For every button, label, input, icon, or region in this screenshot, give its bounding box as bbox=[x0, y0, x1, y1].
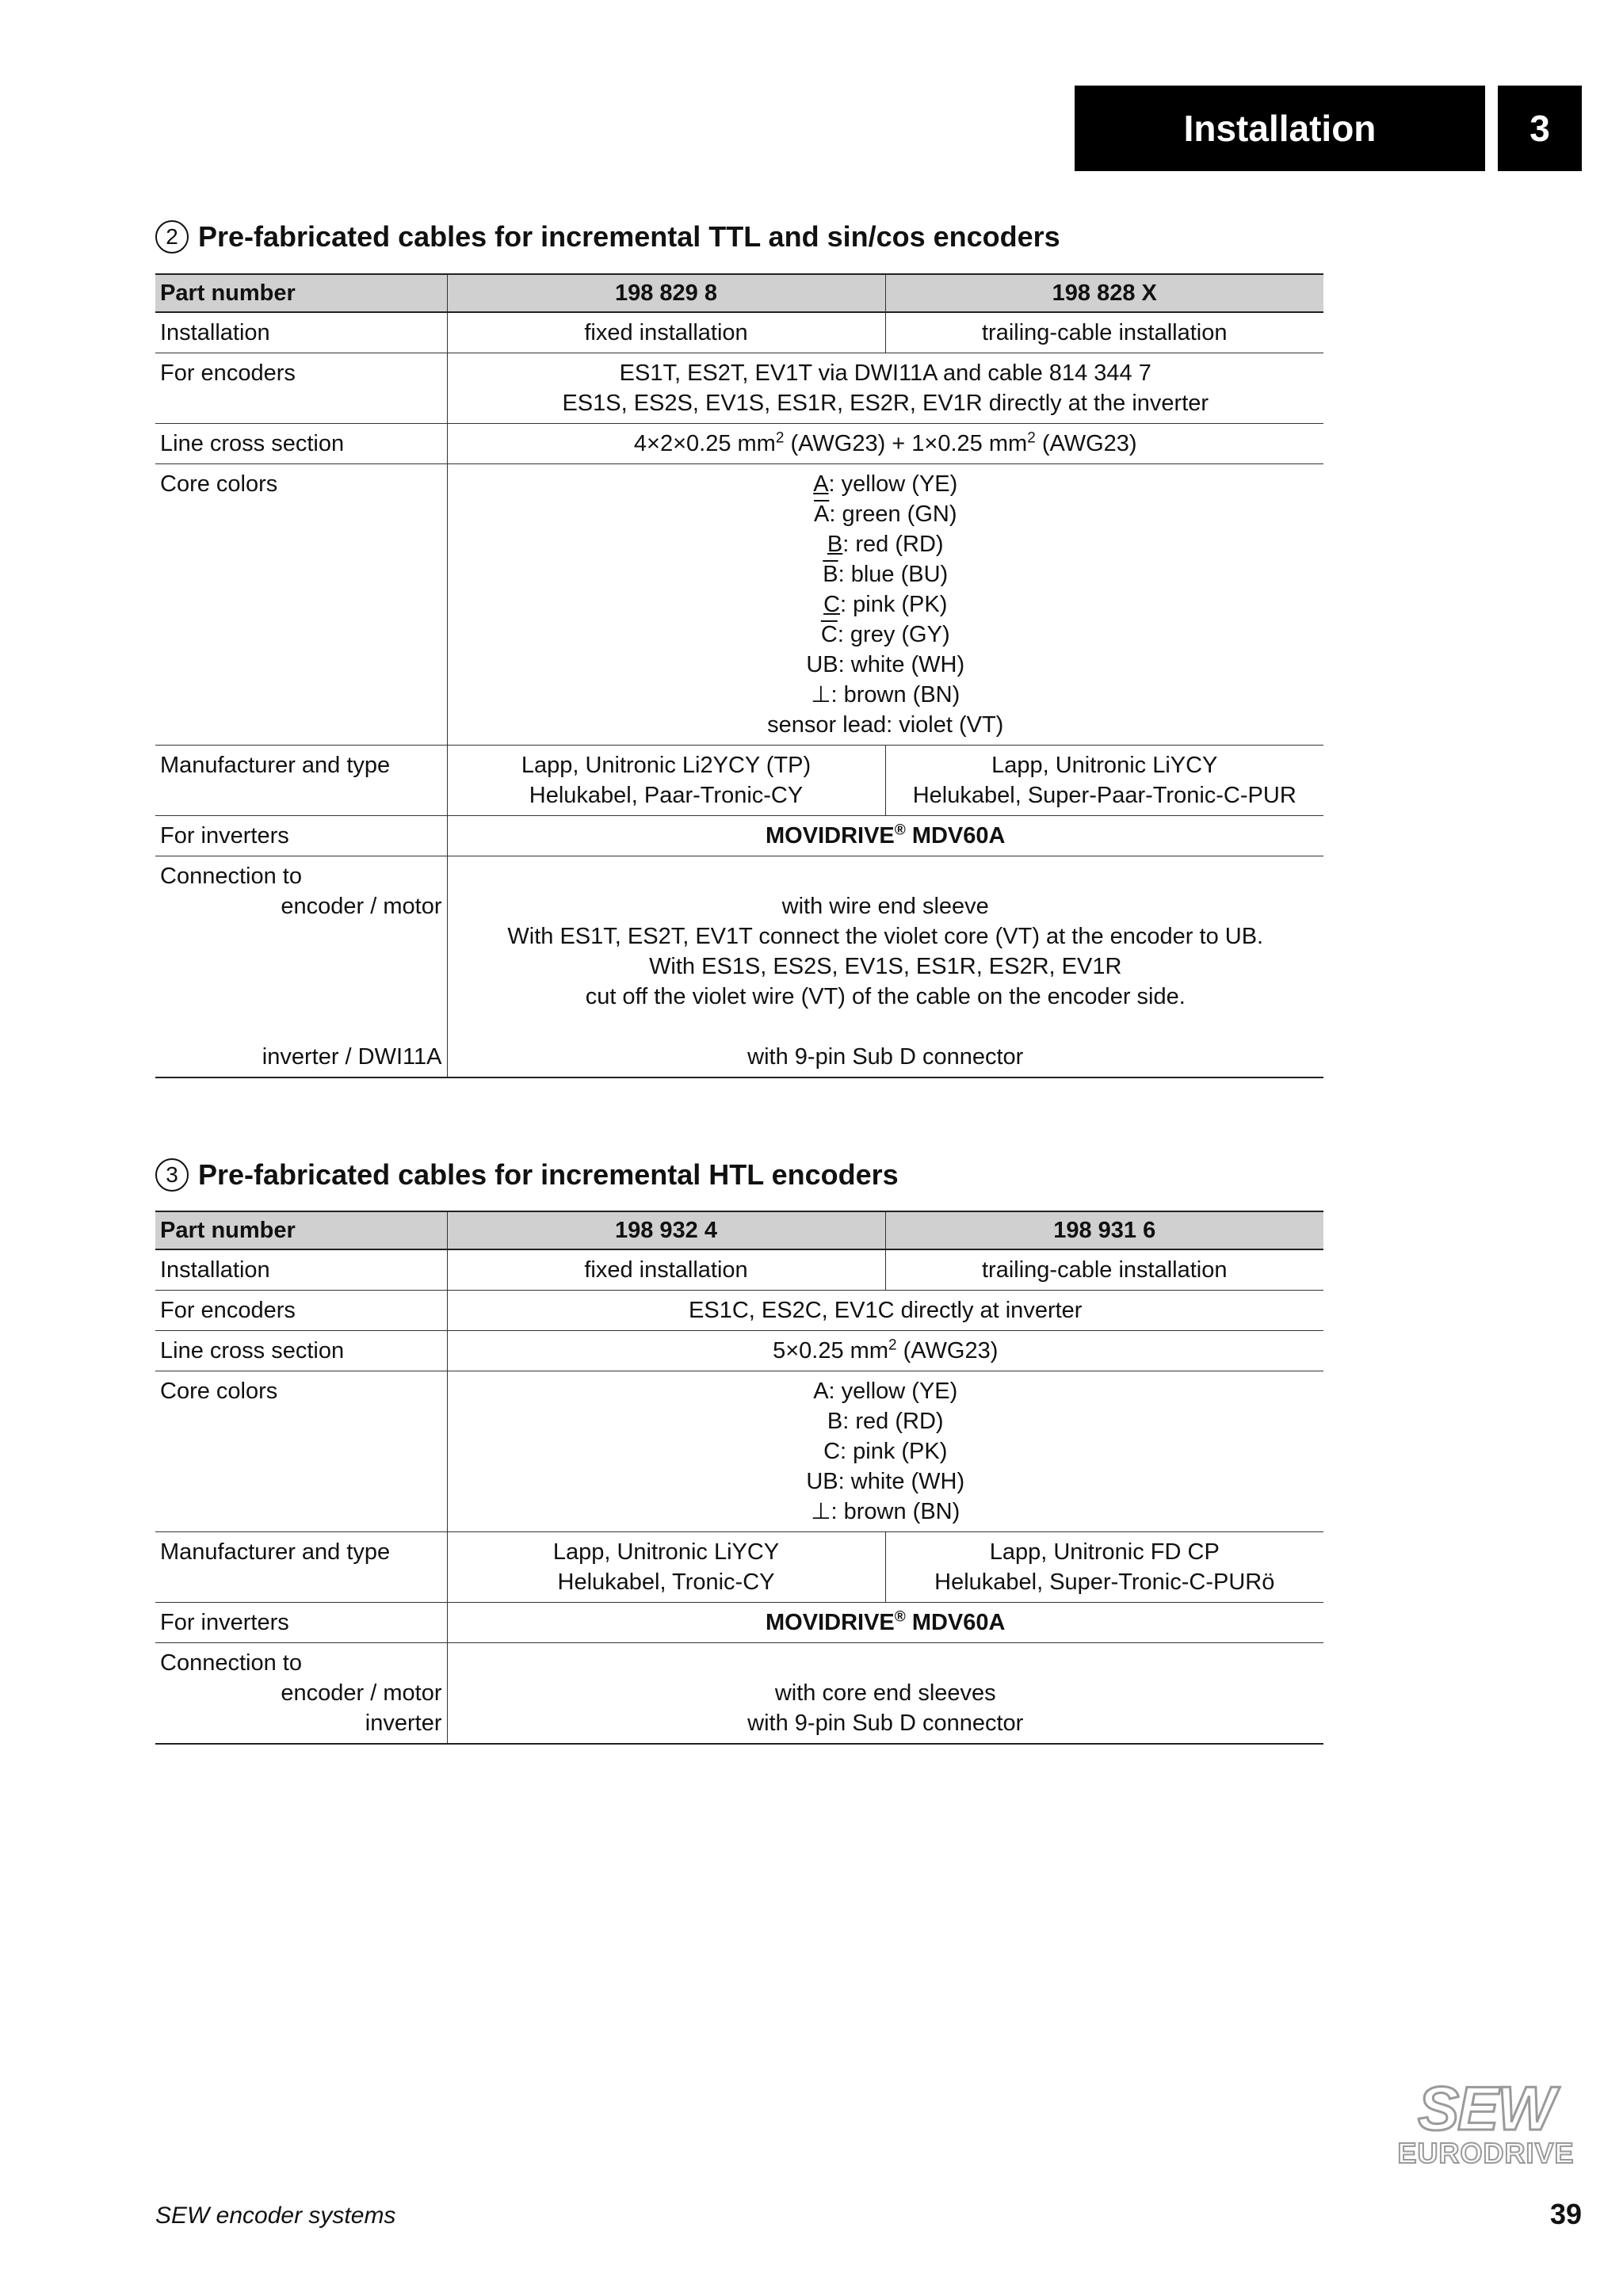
table-row bbox=[155, 1331, 1323, 1371]
part-number-b: 198 828 X bbox=[885, 274, 1323, 312]
installation-label: Installation bbox=[155, 312, 447, 353]
connection-sub-inverter: inverter / DWI11A bbox=[262, 1044, 442, 1070]
table-row bbox=[155, 1371, 1323, 1532]
connection-label: Connection to encoder / motor inverter / DWI11A bbox=[155, 856, 447, 1078]
core-colors-value bbox=[447, 464, 1323, 746]
svg-text:EURODRIVE: EURODRIVE bbox=[1397, 2137, 1575, 2169]
core-color-item: B: red (RD) bbox=[827, 532, 944, 557]
section-title-ttl bbox=[155, 220, 1060, 254]
svg-text:SEW: SEW bbox=[1418, 2076, 1554, 2143]
section-heading: Pre-fabricated cables for incremental HTL encoders bbox=[198, 1158, 899, 1191]
for-inverters-value: MOVIDRIVE® MDV60A bbox=[447, 1603, 1323, 1643]
manufacturer-b: Lapp, Unitronic FD CP Helukabel, Super-Tronic-C-PURö bbox=[885, 1532, 1323, 1603]
core-colors-value bbox=[447, 1371, 1323, 1532]
installation-label: Installation bbox=[155, 1249, 447, 1291]
connection-sub-encoder: encoder / motor bbox=[281, 894, 442, 919]
table-row bbox=[155, 1603, 1323, 1643]
connection-value: with wire end sleeve With ES1T, ES2T, EV1T connect the violet core (VT) at the encoder to UB. With ES1S, ES2S, EV1S, ES1R, ES2R, EV1R cut off the violet wire (VT) of the cable on the encoder side. with 9-pin Sub D connector bbox=[447, 856, 1323, 1078]
core-color-item: ⊥: brown (BN) bbox=[811, 682, 960, 707]
part-number-a: 198 932 4 bbox=[447, 1211, 885, 1249]
htl-cable-table bbox=[155, 1211, 1323, 1745]
connection-sub-inverter: inverter bbox=[365, 1711, 442, 1736]
page-number: 39 bbox=[1549, 2198, 1582, 2230]
installation-a: fixed installation bbox=[447, 1249, 885, 1291]
part-number-b: 198 931 6 bbox=[885, 1211, 1323, 1249]
core-colors-label: Core colors bbox=[155, 1371, 447, 1532]
ttl-cable-table bbox=[155, 273, 1323, 1078]
section-title-htl bbox=[155, 1158, 899, 1192]
table-header-row bbox=[155, 274, 1323, 312]
core-color-item: UB: white (WH) bbox=[806, 1469, 965, 1494]
core-color-item: $\overline{C}$: grey (GY) bbox=[820, 622, 950, 647]
section-heading: Pre-fabricated cables for incremental TTL and sin/cos encoders bbox=[198, 220, 1060, 253]
table-row bbox=[155, 353, 1323, 424]
section-marker: 3 bbox=[155, 1158, 189, 1192]
for-encoders-value bbox=[447, 353, 1323, 424]
installation-a: fixed installation bbox=[447, 312, 885, 353]
for-encoders-value: ES1C, ES2C, EV1C directly at inverter bbox=[447, 1291, 1323, 1331]
part-number-a: 198 829 8 bbox=[447, 274, 885, 312]
line-cross-label: Line cross section bbox=[155, 1331, 447, 1371]
connection-sub-encoder: encoder / motor bbox=[281, 1680, 442, 1706]
table-row bbox=[155, 746, 1323, 816]
for-inverters-label: For inverters bbox=[155, 816, 447, 856]
connection-label: Connection to encoder / motor inverter bbox=[155, 1643, 447, 1745]
manufacturer-a: Lapp, Unitronic Li2YCY (TP) Helukabel, Paar-Tronic-CY bbox=[447, 746, 885, 816]
table-row bbox=[155, 464, 1323, 746]
for-encoders-line: ES1T, ES2T, EV1T via DWI11A and cable 814 344 7 bbox=[619, 360, 1151, 386]
line-cross-value: 5×0.25 $mm^2$ (AWG23) bbox=[447, 1331, 1323, 1371]
for-encoders-label: For encoders bbox=[155, 353, 447, 424]
core-color-item: C: pink (PK) bbox=[823, 592, 948, 617]
manufacturer-label: Manufacturer and type bbox=[155, 746, 447, 816]
table-header-row bbox=[155, 1211, 1323, 1249]
manufacturer-a: Lapp, Unitronic LiYCY Helukabel, Tronic-CY bbox=[447, 1532, 885, 1603]
table-row bbox=[155, 1291, 1323, 1331]
core-color-item: A: yellow (YE) bbox=[813, 1379, 958, 1404]
installation-b: trailing-cable installation bbox=[885, 1249, 1323, 1291]
core-color-item: ⊥: brown (BN) bbox=[811, 1499, 960, 1524]
core-color-item: UB: white (WH) bbox=[806, 652, 965, 677]
for-inverters-label: For inverters bbox=[155, 1603, 447, 1643]
connection-value: with core end sleeves with 9-pin Sub D connector bbox=[447, 1643, 1323, 1745]
table-row bbox=[155, 424, 1323, 464]
core-color-item: $\overline{A}$: green (GN) bbox=[813, 502, 957, 527]
core-color-item: A: yellow (YE) bbox=[813, 471, 958, 497]
for-encoders-line: ES1S, ES2S, EV1S, ES1R, ES2R, EV1R directly at the inverter bbox=[562, 391, 1209, 416]
chapter-title: Installation bbox=[1075, 86, 1485, 171]
for-inverters-value: MOVIDRIVE® MDV60A bbox=[447, 816, 1323, 856]
part-number-label: Part number bbox=[155, 1211, 447, 1249]
part-number-label: Part number bbox=[155, 274, 447, 312]
installation-b: trailing-cable installation bbox=[885, 312, 1323, 353]
core-color-item: $\overline{B}$: blue (BU) bbox=[823, 562, 949, 587]
manufacturer-b: Lapp, Unitronic LiYCY Helukabel, Super-Paar-Tronic-C-PUR bbox=[885, 746, 1323, 816]
table-row bbox=[155, 312, 1323, 353]
core-color-item: B: red (RD) bbox=[827, 1409, 944, 1434]
table-row bbox=[155, 1643, 1323, 1745]
section-marker: 2 bbox=[155, 220, 189, 254]
table-row bbox=[155, 1532, 1323, 1603]
manufacturer-label: Manufacturer and type bbox=[155, 1532, 447, 1603]
footer-document-title: SEW encoder systems bbox=[155, 2203, 396, 2229]
core-color-item: C: pink (PK) bbox=[823, 1439, 948, 1464]
core-color-item: sensor lead: violet (VT) bbox=[767, 712, 1004, 738]
line-cross-label: Line cross section bbox=[155, 424, 447, 464]
table-row bbox=[155, 816, 1323, 856]
sew-eurodrive-logo bbox=[1388, 2076, 1583, 2171]
table-row bbox=[155, 856, 1323, 1078]
for-encoders-label: For encoders bbox=[155, 1291, 447, 1331]
chapter-number: 3 bbox=[1498, 86, 1582, 171]
line-cross-value: 4×2×0.25 $mm^2$ (AWG23) + 1×0.25 $mm^2$ (AWG23) bbox=[447, 424, 1323, 464]
core-colors-label: Core colors bbox=[155, 464, 447, 746]
table-row bbox=[155, 1249, 1323, 1291]
